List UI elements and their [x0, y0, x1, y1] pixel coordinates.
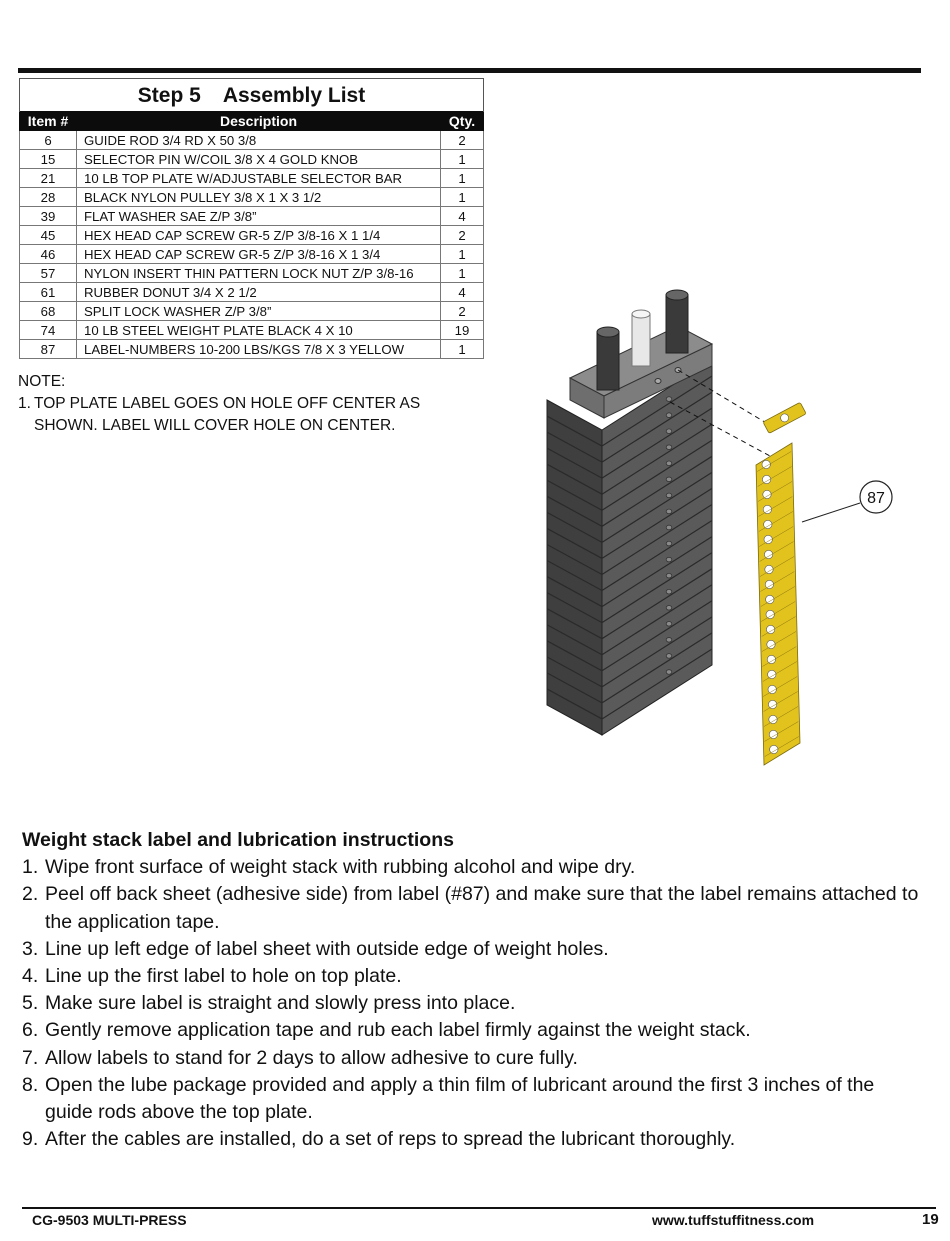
item-number: 61 [20, 283, 77, 302]
item-number: 28 [20, 188, 77, 207]
weight-hole [666, 589, 672, 594]
item-description: SELECTOR PIN W/COIL 3/8 X 4 GOLD KNOB [77, 150, 441, 169]
weight-hole [666, 557, 672, 562]
assembly-list-table [19, 78, 484, 359]
selector-bar [632, 314, 650, 366]
instruction-step [22, 854, 922, 881]
step-text: Peel off back sheet (adhesive side) from label (#87) and make sure that the label remains attached to the application tape. [45, 883, 919, 933]
item-qty: 1 [441, 150, 484, 169]
note-item [18, 393, 458, 437]
item-number: 15 [20, 150, 77, 169]
step-number: 8. [22, 1073, 39, 1096]
item-description: RUBBER DONUT 3/4 X 2 1/2 [77, 283, 441, 302]
item-qty: 1 [441, 245, 484, 264]
table-row [20, 245, 484, 264]
item-description: HEX HEAD CAP SCREW GR-5 Z/P 3/8-16 X 1 3/4 [77, 245, 441, 264]
assembly-list-title [20, 79, 484, 112]
table-row [20, 302, 484, 321]
item-qty: 4 [441, 207, 484, 226]
assembly-title: Assembly List [222, 84, 366, 107]
weight-hole [666, 493, 672, 498]
header-description: Description [77, 112, 441, 131]
lubrication-instructions [22, 827, 922, 1153]
table-row [20, 321, 484, 340]
note-heading: NOTE: [18, 373, 66, 390]
table-row [20, 188, 484, 207]
instruction-step [22, 990, 922, 1017]
table-row [20, 150, 484, 169]
step-number: 2. [22, 883, 39, 906]
item-qty: 19 [441, 321, 484, 340]
item-qty: 2 [441, 226, 484, 245]
label-strip-backing [756, 443, 800, 765]
item-number: 87 [20, 340, 77, 359]
weight-hole [666, 461, 672, 466]
step-label: Step 5 [137, 84, 201, 107]
step-number: 6. [22, 1019, 39, 1042]
item-description: 10 LB STEEL WEIGHT PLATE BLACK 4 X 10 [77, 321, 441, 340]
selector-bar-cap [632, 310, 650, 318]
page-number: 19 [922, 1211, 939, 1228]
instruction-step [22, 1045, 922, 1072]
callout-leader [802, 503, 860, 522]
item-number: 21 [20, 169, 77, 188]
step-text: Wipe front surface of weight stack with rubbing alcohol and wipe dry. [45, 856, 636, 879]
weight-hole [666, 654, 672, 659]
weight-stack-figure [530, 280, 920, 780]
guide-rod-left-cap [597, 327, 619, 337]
weight-hole [666, 622, 672, 627]
step-number: 9. [22, 1128, 39, 1151]
instruction-step [22, 881, 922, 935]
item-description: GUIDE ROD 3/4 RD X 50 3/8 [77, 131, 441, 150]
table-row [20, 169, 484, 188]
note-text: TOP PLATE LABEL GOES ON HOLE OFF CENTER AS SHOWN. LABEL WILL COVER HOLE ON CENTER. [34, 395, 421, 434]
guide-rod-right [666, 295, 688, 353]
step-text: Line up left edge of label sheet with outside edge of weight holes. [45, 937, 609, 960]
weight-hole [666, 525, 672, 530]
instruction-step [22, 1126, 922, 1153]
step-number: 1. [22, 856, 39, 879]
instructions-title: Weight stack label and lubrication instructions [22, 829, 454, 851]
step-number: 7. [22, 1046, 39, 1069]
item-number: 74 [20, 321, 77, 340]
step-number: 4. [22, 965, 39, 988]
weight-hole [666, 397, 672, 402]
item-qty: 2 [441, 131, 484, 150]
table-row [20, 264, 484, 283]
item-description: SPLIT LOCK WASHER Z/P 3/8” [77, 302, 441, 321]
item-description: 10 LB TOP PLATE W/ADJUSTABLE SELECTOR BAR [77, 169, 441, 188]
item-number: 6 [20, 131, 77, 150]
instruction-step [22, 1017, 922, 1044]
item-number: 45 [20, 226, 77, 245]
footer-website-link[interactable]: www.tuffstuffitness.com [652, 1212, 815, 1228]
item-description: NYLON INSERT THIN PATTERN LOCK NUT Z/P 3/8-16 [77, 264, 441, 283]
weight-hole [666, 638, 672, 643]
item-description: LABEL-NUMBERS 10-200 LBS/KGS 7/8 X 3 YELLOW [77, 340, 441, 359]
callout-number: 87 [867, 490, 885, 507]
table-row [20, 131, 484, 150]
guide-rod-left [597, 332, 619, 390]
note-block [18, 371, 458, 437]
top-plate-hole [655, 379, 661, 384]
footer-model: CG-9503 MULTI-PRESS [32, 1212, 187, 1228]
step-text: Allow labels to stand for 2 days to allow adhesive to cure fully. [45, 1046, 578, 1069]
item-qty: 4 [441, 283, 484, 302]
stack-side-face [547, 400, 602, 735]
step-text: After the cables are installed, do a set of reps to spread the lubricant thoroughly. [45, 1128, 736, 1151]
item-description: HEX HEAD CAP SCREW GR-5 Z/P 3/8-16 X 1 1/4 [77, 226, 441, 245]
weight-hole [666, 541, 672, 546]
header-item: Item # [20, 112, 77, 131]
step-text: Gently remove application tape and rub each label firmly against the weight stack. [45, 1019, 751, 1042]
header-qty: Qty. [441, 112, 484, 131]
table-row [20, 340, 484, 359]
table-row [20, 283, 484, 302]
item-qty: 2 [441, 302, 484, 321]
instruction-step [22, 936, 922, 963]
note-number: 1. [18, 395, 31, 412]
table-row [20, 226, 484, 245]
item-qty: 1 [441, 169, 484, 188]
label-strip [756, 443, 800, 765]
instruction-step [22, 963, 922, 990]
item-description: FLAT WASHER SAE Z/P 3/8” [77, 207, 441, 226]
top-rule [18, 68, 921, 73]
item-qty: 1 [441, 188, 484, 207]
weight-hole [666, 445, 672, 450]
table-header-row [20, 112, 484, 131]
weight-hole [666, 413, 672, 418]
step-text: Open the lube package provided and apply a thin film of lubricant around the first 3 inches of the guide rods above the top plate. [45, 1073, 875, 1124]
step-text: Line up the first label to hole on top plate. [45, 965, 402, 988]
guide-rod-right-cap [666, 290, 688, 300]
step-text: Make sure label is straight and slowly press into place. [45, 992, 516, 1015]
weight-hole [666, 509, 672, 514]
item-qty: 1 [441, 264, 484, 283]
weight-hole [666, 670, 672, 675]
weight-stack-illustration [530, 280, 920, 780]
bottom-rule [22, 1207, 936, 1209]
instruction-step [22, 1072, 922, 1126]
step-number: 5. [22, 992, 39, 1015]
weight-hole [666, 573, 672, 578]
item-number: 39 [20, 207, 77, 226]
item-qty: 1 [441, 340, 484, 359]
weight-hole [666, 429, 672, 434]
item-number: 46 [20, 245, 77, 264]
item-description: BLACK NYLON PULLEY 3/8 X 1 X 3 1/2 [77, 188, 441, 207]
top-label [763, 402, 806, 433]
step-number: 3. [22, 937, 39, 960]
table-row [20, 207, 484, 226]
item-number: 68 [20, 302, 77, 321]
weight-hole [666, 477, 672, 482]
weight-hole [666, 605, 672, 610]
item-number: 57 [20, 264, 77, 283]
